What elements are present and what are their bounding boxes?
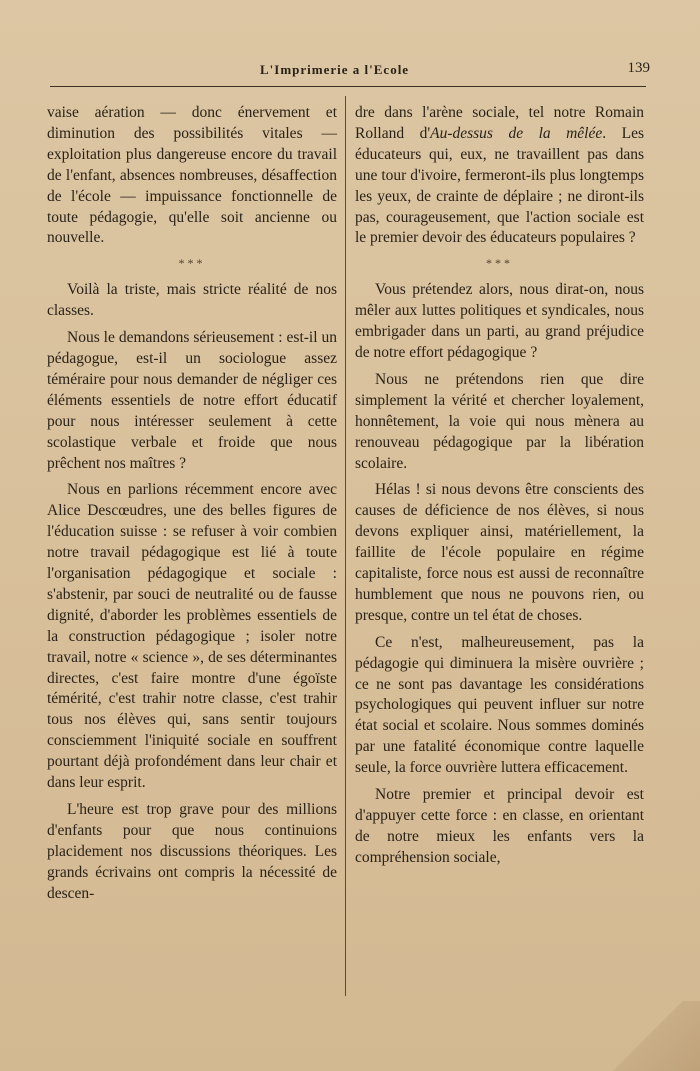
section-separator: *** — [486, 256, 513, 271]
paragraph: Nous ne prétendons rien que dire simplement la vérité et chercher loyalement, honnêtement, la voie qui nous mènera au renouveau pédagogique par la libération scolaire. — [355, 370, 644, 472]
header-rule — [50, 86, 646, 87]
right-column — [355, 103, 644, 869]
page-header — [40, 58, 650, 84]
paragraph — [355, 103, 644, 249]
left-column — [47, 103, 337, 905]
page-number: 139 — [627, 60, 650, 76]
text-run: . Les éducateurs qui, eux, ne travaillent pas dans une tour d'ivoire, fermeront-ils plus longtemps les yeux, de crainte de déplaire ; ne diront-ils pas, courageusement, que l'action sociale est le premier devoir des éducateurs populaires ? — [355, 124, 644, 247]
paragraph: Ce n'est, malheureusement, pas la pédagogie qui diminuera la misère ouvrière ; ce ne sont pas davantage les considérations psychologiques qui peuvent influer sur notre état social et scolaire. Nous sommes dominés par une fatalité économique contre laquelle seule, la force ouvrière luttera efficacement. — [355, 633, 644, 777]
paragraph: vaise aération — donc énervement et diminution des possibilités vitales — exploitation plus dangereuse encore du travail de l'enfant, absences nombreuses, désaffection de l'école — impuissance fonctionnelle de toute pédagogie, qu'elle soit ancienne ou nouvelle. — [47, 104, 337, 247]
paragraph: Hélas ! si nous devons être conscients des causes de déficience de nos élèves, si nous devons expliquer ainsi, matériellement, la faillite de l'école populaire en régime capitaliste, force nous est aussi de reconnaître humblement que nous ne pouvons rien, ou presque, contre un tel état de choses. — [355, 481, 644, 624]
paragraph: Nous en parlions récemment encore avec Alice Descœudres, une des belles figures de l'éducation suisse : se refuser à voir combien notre travail pédagogique est lié à toute l'organisation pédagogique et sociale : s'abstenir, par souci de neutralité ou de fausse dignité, d'aborder les problèmes essentiels de la construction pédagogique ; isoler notre travail, notre « science », de ses déterminantes directes, c'est faire montre d'une égoïste témérité, c'est trahir notre classe, c'est trahir tous nos élèves qui, sans sentir toujours consciemment l'iniquité sociale en souffrent pourtant déjà profondément dans leur chair et dans leur esprit. — [47, 481, 337, 792]
paragraph: Notre premier et principal devoir est d'appuyer cette force : en classe, en orientant de notre mieux les enfants vers la compréhension sociale, — [355, 786, 644, 866]
running-title: L'Imprimerie a l'Ecole — [260, 62, 410, 77]
section-separator: *** — [178, 256, 206, 271]
column-divider — [345, 96, 346, 996]
paragraph: Voilà la triste, mais stricte réalité de nos classes. — [47, 281, 337, 320]
paragraph: L'heure est trop grave pour des millions d'enfants pour que nous continuions placidement nos discussions théoriques. Les grands écrivains ont compris la nécessité de descen- — [47, 801, 337, 902]
text-run: dre dans l'arène sociale, tel notre Romain Rolland d' — [355, 104, 644, 142]
paragraph: Vous prétendez alors, nous dirat-on, nous mêler aux luttes politiques et syndicales, nous embrigader dans un parti, au grand préjudice de notre effort pédagogique ? — [355, 281, 644, 361]
book-title: Au-dessus de la mêlée — [430, 124, 603, 142]
folded-corner — [610, 1001, 700, 1071]
paragraph: Nous le demandons sérieusement : est-il un pédagogue, est-il un sociologue assez téméraire pour nous demander de négliger ces éléments essentiels de notre effort éducatif pour nous intéresser seulement à cette scolastique verbale et froide que nous prêchent nos maîtres ? — [47, 329, 337, 472]
